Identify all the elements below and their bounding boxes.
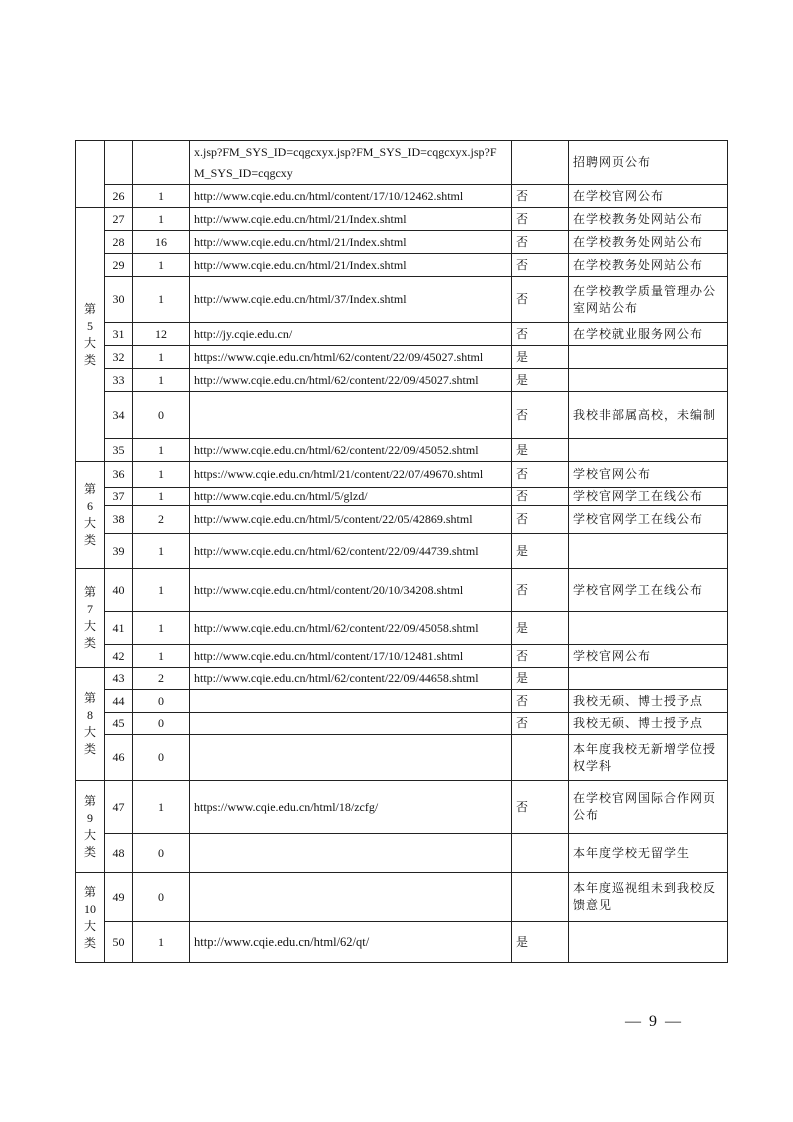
item-number-cell: 47	[105, 781, 133, 834]
item-count-cell: 1	[133, 369, 190, 392]
category-label-char: 类	[83, 742, 96, 756]
note-cell: 学校官网公布	[569, 645, 728, 668]
table-row	[76, 612, 728, 645]
url-cell: http://www.cqie.edu.cn/html/content/17/10/12481.shtml	[190, 645, 512, 668]
note-cell: 招聘网页公布	[569, 141, 728, 185]
yes-no-cell	[512, 873, 569, 922]
yes-no-cell: 否	[512, 277, 569, 323]
category-label-char: 第	[83, 301, 96, 316]
category-label-char: 6	[87, 499, 93, 513]
category-label-char: 大	[83, 918, 96, 933]
item-number-cell: 30	[105, 277, 133, 323]
table-row	[76, 392, 728, 439]
table-row	[76, 346, 728, 369]
yes-no-cell	[512, 141, 569, 185]
url-cell	[190, 713, 512, 735]
table-row	[76, 231, 728, 254]
category-9-cell	[76, 781, 105, 873]
yes-no-cell: 否	[512, 392, 569, 439]
note-cell	[569, 369, 728, 392]
yes-no-cell	[512, 834, 569, 873]
item-count-cell: 2	[133, 506, 190, 534]
category-10-cell	[76, 873, 105, 963]
category-label-char: 10	[84, 901, 96, 916]
note-cell: 学校官网公布	[569, 462, 728, 488]
yes-no-cell: 是	[512, 668, 569, 690]
item-count-cell: 1	[133, 277, 190, 323]
note-cell: 本年度巡视组未到我校反馈意见	[569, 873, 728, 922]
table-row	[76, 185, 728, 208]
item-number-cell: 41	[105, 612, 133, 645]
category-label-char: 5	[87, 318, 93, 333]
url-cell	[190, 392, 512, 439]
item-number-cell: 32	[105, 346, 133, 369]
category-label-char: 第	[83, 793, 96, 808]
table-row	[76, 506, 728, 534]
category-label-char: 大	[83, 335, 96, 350]
table-row	[76, 277, 728, 323]
url-cell: http://www.cqie.edu.cn/html/21/Index.shtml	[190, 254, 512, 277]
note-cell: 在学校教学质量管理办公室网站公布	[569, 277, 728, 323]
item-number-cell: 35	[105, 439, 133, 462]
note-cell	[569, 668, 728, 690]
category-label-char: 第	[83, 585, 96, 599]
url-cell: x.jsp?FM_SYS_ID=cqgcxyx.jsp?FM_SYS_ID=cqgcxyx.jsp?FM_SYS_ID=cqgcxy	[190, 141, 512, 185]
note-cell	[569, 534, 728, 569]
item-number-cell: 31	[105, 323, 133, 346]
table-row	[76, 208, 728, 231]
note-cell: 在学校官网国际合作网页公布	[569, 781, 728, 834]
url-cell: http://jy.cqie.edu.cn/	[190, 323, 512, 346]
url-cell: http://www.cqie.edu.cn/html/5/glzd/	[190, 488, 512, 506]
category-label-char: 第	[83, 884, 96, 899]
table-row	[76, 713, 728, 735]
table-row	[76, 735, 728, 781]
category-label-char: 类	[83, 636, 96, 650]
url-cell: http://www.cqie.edu.cn/html/62/content/22/09/45058.shtml	[190, 612, 512, 645]
item-count-cell: 1	[133, 645, 190, 668]
category-cell-continued	[76, 141, 105, 208]
item-count-cell: 0	[133, 690, 190, 713]
item-count-cell: 0	[133, 873, 190, 922]
category-label-char: 类	[83, 352, 96, 367]
yes-no-cell: 是	[512, 369, 569, 392]
category-label-char: 大	[83, 516, 96, 530]
item-count-cell: 0	[133, 392, 190, 439]
item-count-cell: 1	[133, 612, 190, 645]
category-label-char: 类	[83, 935, 96, 950]
url-cell: http://www.cqie.edu.cn/html/21/Index.shtml	[190, 231, 512, 254]
item-number-cell: 48	[105, 834, 133, 873]
yes-no-cell: 否	[512, 185, 569, 208]
url-cell	[190, 834, 512, 873]
url-cell: http://www.cqie.edu.cn/html/content/17/10/12462.shtml	[190, 185, 512, 208]
category-5-cell	[76, 208, 105, 462]
item-count-cell: 0	[133, 735, 190, 781]
url-cell: http://www.cqie.edu.cn/html/62/content/22/09/44658.shtml	[190, 668, 512, 690]
category-7-cell	[76, 569, 105, 668]
note-cell: 在学校就业服务网公布	[569, 323, 728, 346]
url-cell	[190, 873, 512, 922]
yes-no-cell: 否	[512, 323, 569, 346]
item-count-cell: 12	[133, 323, 190, 346]
category-label-char: 类	[83, 844, 96, 859]
item-count-cell: 1	[133, 569, 190, 612]
item-number-cell: 37	[105, 488, 133, 506]
table-row	[76, 439, 728, 462]
note-cell: 我校非部属高校，未编制	[569, 392, 728, 439]
item-number-cell: 36	[105, 462, 133, 488]
yes-no-cell: 是	[512, 346, 569, 369]
item-count-cell: 1	[133, 254, 190, 277]
yes-no-cell: 否	[512, 645, 569, 668]
note-cell: 学校官网学工在线公布	[569, 488, 728, 506]
item-count-cell: 0	[133, 713, 190, 735]
item-count-cell: 16	[133, 231, 190, 254]
empty-cell	[133, 141, 190, 185]
item-number-cell: 46	[105, 735, 133, 781]
item-count-cell: 1	[133, 534, 190, 569]
category-label-char: 大	[83, 619, 96, 633]
category-label-char: 大	[83, 827, 96, 842]
table-row	[76, 254, 728, 277]
url-cell: https://www.cqie.edu.cn/html/18/zcfg/	[190, 781, 512, 834]
yes-no-cell	[512, 735, 569, 781]
yes-no-cell: 是	[512, 534, 569, 569]
note-cell	[569, 439, 728, 462]
category-label-char: 7	[87, 602, 93, 616]
note-cell: 学校官网学工在线公布	[569, 506, 728, 534]
category-label-char: 9	[87, 810, 93, 825]
yes-no-cell: 否	[512, 781, 569, 834]
table-row	[76, 323, 728, 346]
item-number-cell: 43	[105, 668, 133, 690]
table-row	[76, 645, 728, 668]
url-cell: https://www.cqie.edu.cn/html/21/content/22/07/49670.shtml	[190, 462, 512, 488]
note-cell: 我校无硕、博士授予点	[569, 713, 728, 735]
item-number-cell: 38	[105, 506, 133, 534]
yes-no-cell: 否	[512, 488, 569, 506]
table-row	[76, 141, 728, 185]
url-cell: http://www.cqie.edu.cn/html/62/content/22/09/45052.shtml	[190, 439, 512, 462]
note-cell: 学校官网学工在线公布	[569, 569, 728, 612]
item-number-cell: 50	[105, 922, 133, 963]
category-label-char: 第	[83, 482, 96, 496]
item-number-cell: 49	[105, 873, 133, 922]
yes-no-cell: 否	[512, 231, 569, 254]
url-cell: http://www.cqie.edu.cn/html/37/Index.shtml	[190, 277, 512, 323]
url-cell: http://www.cqie.edu.cn/html/62/content/22/09/44739.shtml	[190, 534, 512, 569]
item-count-cell: 1	[133, 439, 190, 462]
item-number-cell: 40	[105, 569, 133, 612]
url-cell: http://www.cqie.edu.cn/html/62/qt/	[190, 922, 512, 963]
table-row	[76, 488, 728, 506]
url-cell: https://www.cqie.edu.cn/html/62/content/22/09/45027.shtml	[190, 346, 512, 369]
item-count-cell: 1	[133, 208, 190, 231]
item-count-cell: 1	[133, 185, 190, 208]
yes-no-cell: 否	[512, 713, 569, 735]
url-cell: http://www.cqie.edu.cn/html/62/content/22/09/45027.shtml	[190, 369, 512, 392]
item-number-cell: 34	[105, 392, 133, 439]
note-cell: 我校无硕、博士授予点	[569, 690, 728, 713]
table-row	[76, 873, 728, 922]
table-row	[76, 922, 728, 963]
url-cell: http://www.cqie.edu.cn/html/21/Index.shtml	[190, 208, 512, 231]
item-number-cell: 26	[105, 185, 133, 208]
url-cell: http://www.cqie.edu.cn/html/5/content/22/05/42869.shtml	[190, 506, 512, 534]
item-count-cell: 1	[133, 781, 190, 834]
item-count-cell: 2	[133, 668, 190, 690]
table-row	[76, 534, 728, 569]
item-number-cell: 42	[105, 645, 133, 668]
url-cell	[190, 735, 512, 781]
yes-no-cell: 是	[512, 439, 569, 462]
table-row	[76, 834, 728, 873]
yes-no-cell: 否	[512, 208, 569, 231]
note-cell: 在学校教务处网站公布	[569, 254, 728, 277]
item-count-cell: 1	[133, 462, 190, 488]
item-count-cell: 1	[133, 488, 190, 506]
empty-cell	[105, 141, 133, 185]
item-number-cell: 27	[105, 208, 133, 231]
item-number-cell: 28	[105, 231, 133, 254]
yes-no-cell: 否	[512, 254, 569, 277]
category-label-char: 大	[83, 725, 96, 739]
item-number-cell: 39	[105, 534, 133, 569]
item-count-cell: 0	[133, 834, 190, 873]
note-cell	[569, 922, 728, 963]
table-row	[76, 781, 728, 834]
item-number-cell: 33	[105, 369, 133, 392]
disclosure-table	[75, 140, 728, 963]
note-cell	[569, 612, 728, 645]
yes-no-cell: 否	[512, 690, 569, 713]
category-6-cell	[76, 462, 105, 569]
category-label-char: 第	[83, 691, 96, 705]
yes-no-cell: 否	[512, 569, 569, 612]
item-count-cell: 1	[133, 346, 190, 369]
table-row	[76, 690, 728, 713]
note-cell: 本年度我校无新增学位授权学科	[569, 735, 728, 781]
note-cell: 在学校教务处网站公布	[569, 208, 728, 231]
note-cell: 本年度学校无留学生	[569, 834, 728, 873]
category-label-char: 8	[87, 708, 93, 722]
table-row	[76, 462, 728, 488]
url-cell: http://www.cqie.edu.cn/html/content/20/10/34208.shtml	[190, 569, 512, 612]
table-row	[76, 569, 728, 612]
table-row	[76, 668, 728, 690]
item-number-cell: 29	[105, 254, 133, 277]
category-label-char: 类	[83, 533, 96, 547]
yes-no-cell: 否	[512, 462, 569, 488]
item-number-cell: 45	[105, 713, 133, 735]
item-number-cell: 44	[105, 690, 133, 713]
table-row	[76, 369, 728, 392]
note-cell: 在学校教务处网站公布	[569, 231, 728, 254]
category-8-cell	[76, 668, 105, 781]
yes-no-cell: 是	[512, 922, 569, 963]
item-count-cell: 1	[133, 922, 190, 963]
yes-no-cell: 否	[512, 506, 569, 534]
page-number: — 9 —	[625, 1013, 683, 1030]
note-cell: 在学校官网公布	[569, 185, 728, 208]
note-cell	[569, 346, 728, 369]
url-cell	[190, 690, 512, 713]
yes-no-cell: 是	[512, 612, 569, 645]
